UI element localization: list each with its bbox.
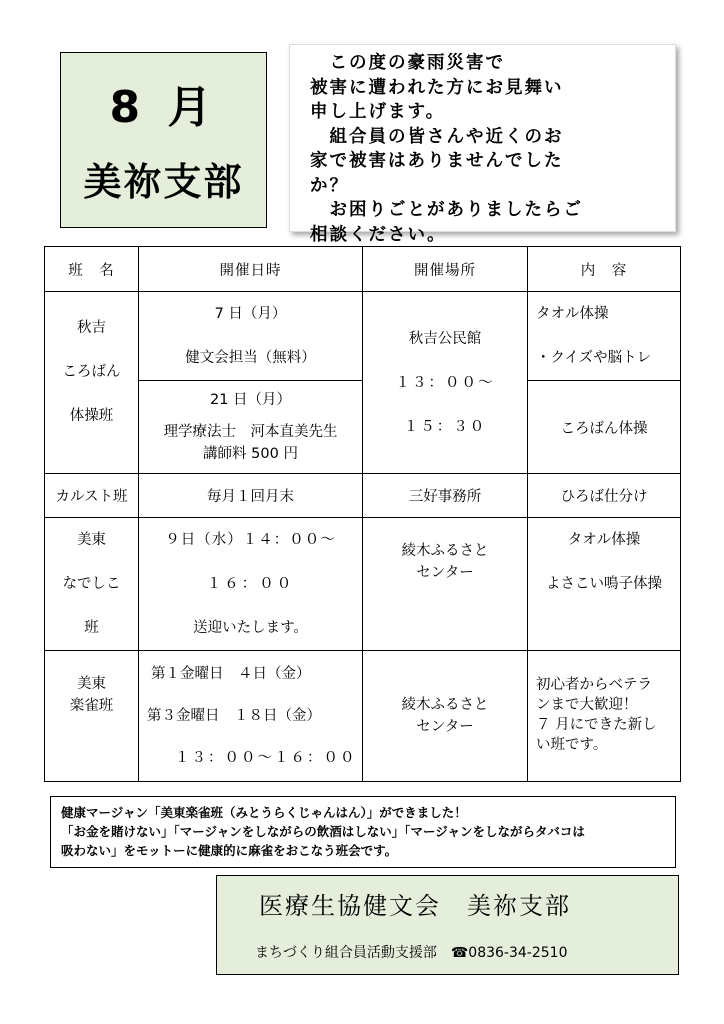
group-name-jakuso	[45, 651, 139, 782]
content-line: い班です。	[536, 737, 608, 753]
group-name-nadeshiko	[45, 518, 139, 651]
venue-line: センター	[416, 565, 474, 581]
content-line: タオル体操	[536, 306, 609, 322]
venue-line: 秋吉公民館	[408, 330, 482, 347]
group-name-line: 班	[84, 620, 99, 636]
notice-line: この度の豪雨災害で	[310, 53, 505, 73]
content-line: ７ 月にできた新し	[536, 717, 657, 733]
session-date	[139, 518, 363, 651]
venue-line: センター	[416, 719, 474, 735]
session-content	[528, 651, 681, 782]
group-name-line: 楽雀班	[69, 698, 114, 714]
group-name-line: 美東	[77, 532, 106, 548]
group-name-line: 美東	[77, 676, 106, 692]
session-date	[139, 381, 363, 474]
group-name-line: ころばん	[62, 364, 121, 380]
venue-karst: 三好事務所	[363, 474, 528, 518]
branch-heading: 美祢支部	[83, 160, 244, 204]
venue-jakuso	[363, 651, 528, 782]
venue-akiyoshi	[363, 292, 528, 474]
date-line: 理学療法士 河本直美先生	[163, 424, 338, 440]
notice-line: 家で被害はありませんでした	[310, 151, 564, 171]
session-content	[528, 518, 681, 651]
notice-line: お困りごとがありましたらご	[310, 200, 583, 220]
month-branch-box	[60, 52, 267, 228]
mahjong-note	[50, 796, 676, 868]
note-line: 健康マージャン「美東楽雀班（みとうらくじゃんはん）」ができました！	[61, 805, 467, 820]
disaster-notice	[289, 44, 676, 245]
group-name-line: なでしこ	[62, 576, 121, 592]
table-row	[45, 474, 681, 518]
note-line: 「お金を賭けない」「マージャンをしながらの飲酒はしない」「マージャンをしながらタバコは	[61, 824, 585, 839]
content-line: 初心者からベテラ	[536, 677, 652, 693]
footer-title: 医療生協健文会 美祢支部	[259, 892, 571, 920]
date-line: ９日（水）１４：００〜	[165, 532, 336, 548]
group-name-karst: カルスト班	[45, 474, 139, 518]
notice-line: 組合員の皆さんや近くのお	[310, 126, 564, 147]
notice-line: 被害に遭われた方にお見舞い	[310, 77, 564, 98]
table-row	[45, 518, 681, 651]
schedule-table	[44, 246, 681, 782]
footer-contact: まちづくり組合員活動支援部 ☎0836-34-2510	[255, 945, 568, 961]
content-line: ・クイズや脳トレ	[536, 350, 652, 366]
date-line: 7 日（月）	[214, 306, 287, 322]
col-header-group: 班 名	[45, 247, 139, 292]
session-date	[139, 651, 363, 782]
venue-line: 綾木ふるさと	[401, 697, 489, 713]
venue-line: １３：００〜	[395, 374, 495, 391]
session-content	[528, 292, 681, 381]
session-date	[139, 292, 363, 381]
session-content: ころばん体操	[528, 381, 681, 474]
date-line: 第１金曜日 ４日（金）	[151, 666, 311, 682]
notice-line: 申し上げます。	[310, 102, 446, 122]
date-line: 講師料 500 円	[203, 446, 298, 462]
col-header-datetime: 開催日時	[139, 247, 363, 292]
date-line: 21 日（月）	[209, 392, 292, 408]
footer-box	[216, 875, 679, 975]
content-line: ンまで大歓迎！	[536, 697, 638, 713]
col-header-content: 内 容	[528, 247, 681, 292]
date-line: 第３金曜日 １８日（金）	[147, 708, 321, 724]
content-line: タオル体操	[567, 532, 641, 548]
month-heading: 8 月	[109, 82, 218, 133]
table-row	[45, 292, 681, 381]
venue-line: １５：３０	[403, 418, 487, 435]
table-header-row	[45, 247, 681, 292]
group-name-line: 体操班	[69, 408, 114, 424]
date-line: 送迎いたします。	[193, 620, 308, 636]
group-name-akiyoshi	[45, 292, 139, 474]
notice-line: 相談ください。	[310, 224, 447, 245]
venue-nadeshiko	[363, 518, 528, 651]
content-line: よさこい鳴子体操	[546, 576, 662, 592]
session-content: ひろば仕分け	[528, 474, 681, 518]
venue-line: 綾木ふるさと	[401, 543, 489, 559]
col-header-venue: 開催場所	[363, 247, 528, 292]
date-line: １３：００〜１６：００	[175, 750, 357, 766]
date-line: 健文会担当（無料）	[185, 350, 316, 366]
notice-line: か？	[310, 175, 349, 196]
note-line: 吸わない」をモットーに健康的に麻雀をおこなう班会です。	[61, 843, 398, 858]
date-line: １６：００	[206, 576, 295, 592]
session-date: 毎月１回月末	[139, 474, 363, 518]
table-row	[45, 651, 681, 782]
group-name-line: 秋吉	[77, 320, 106, 336]
